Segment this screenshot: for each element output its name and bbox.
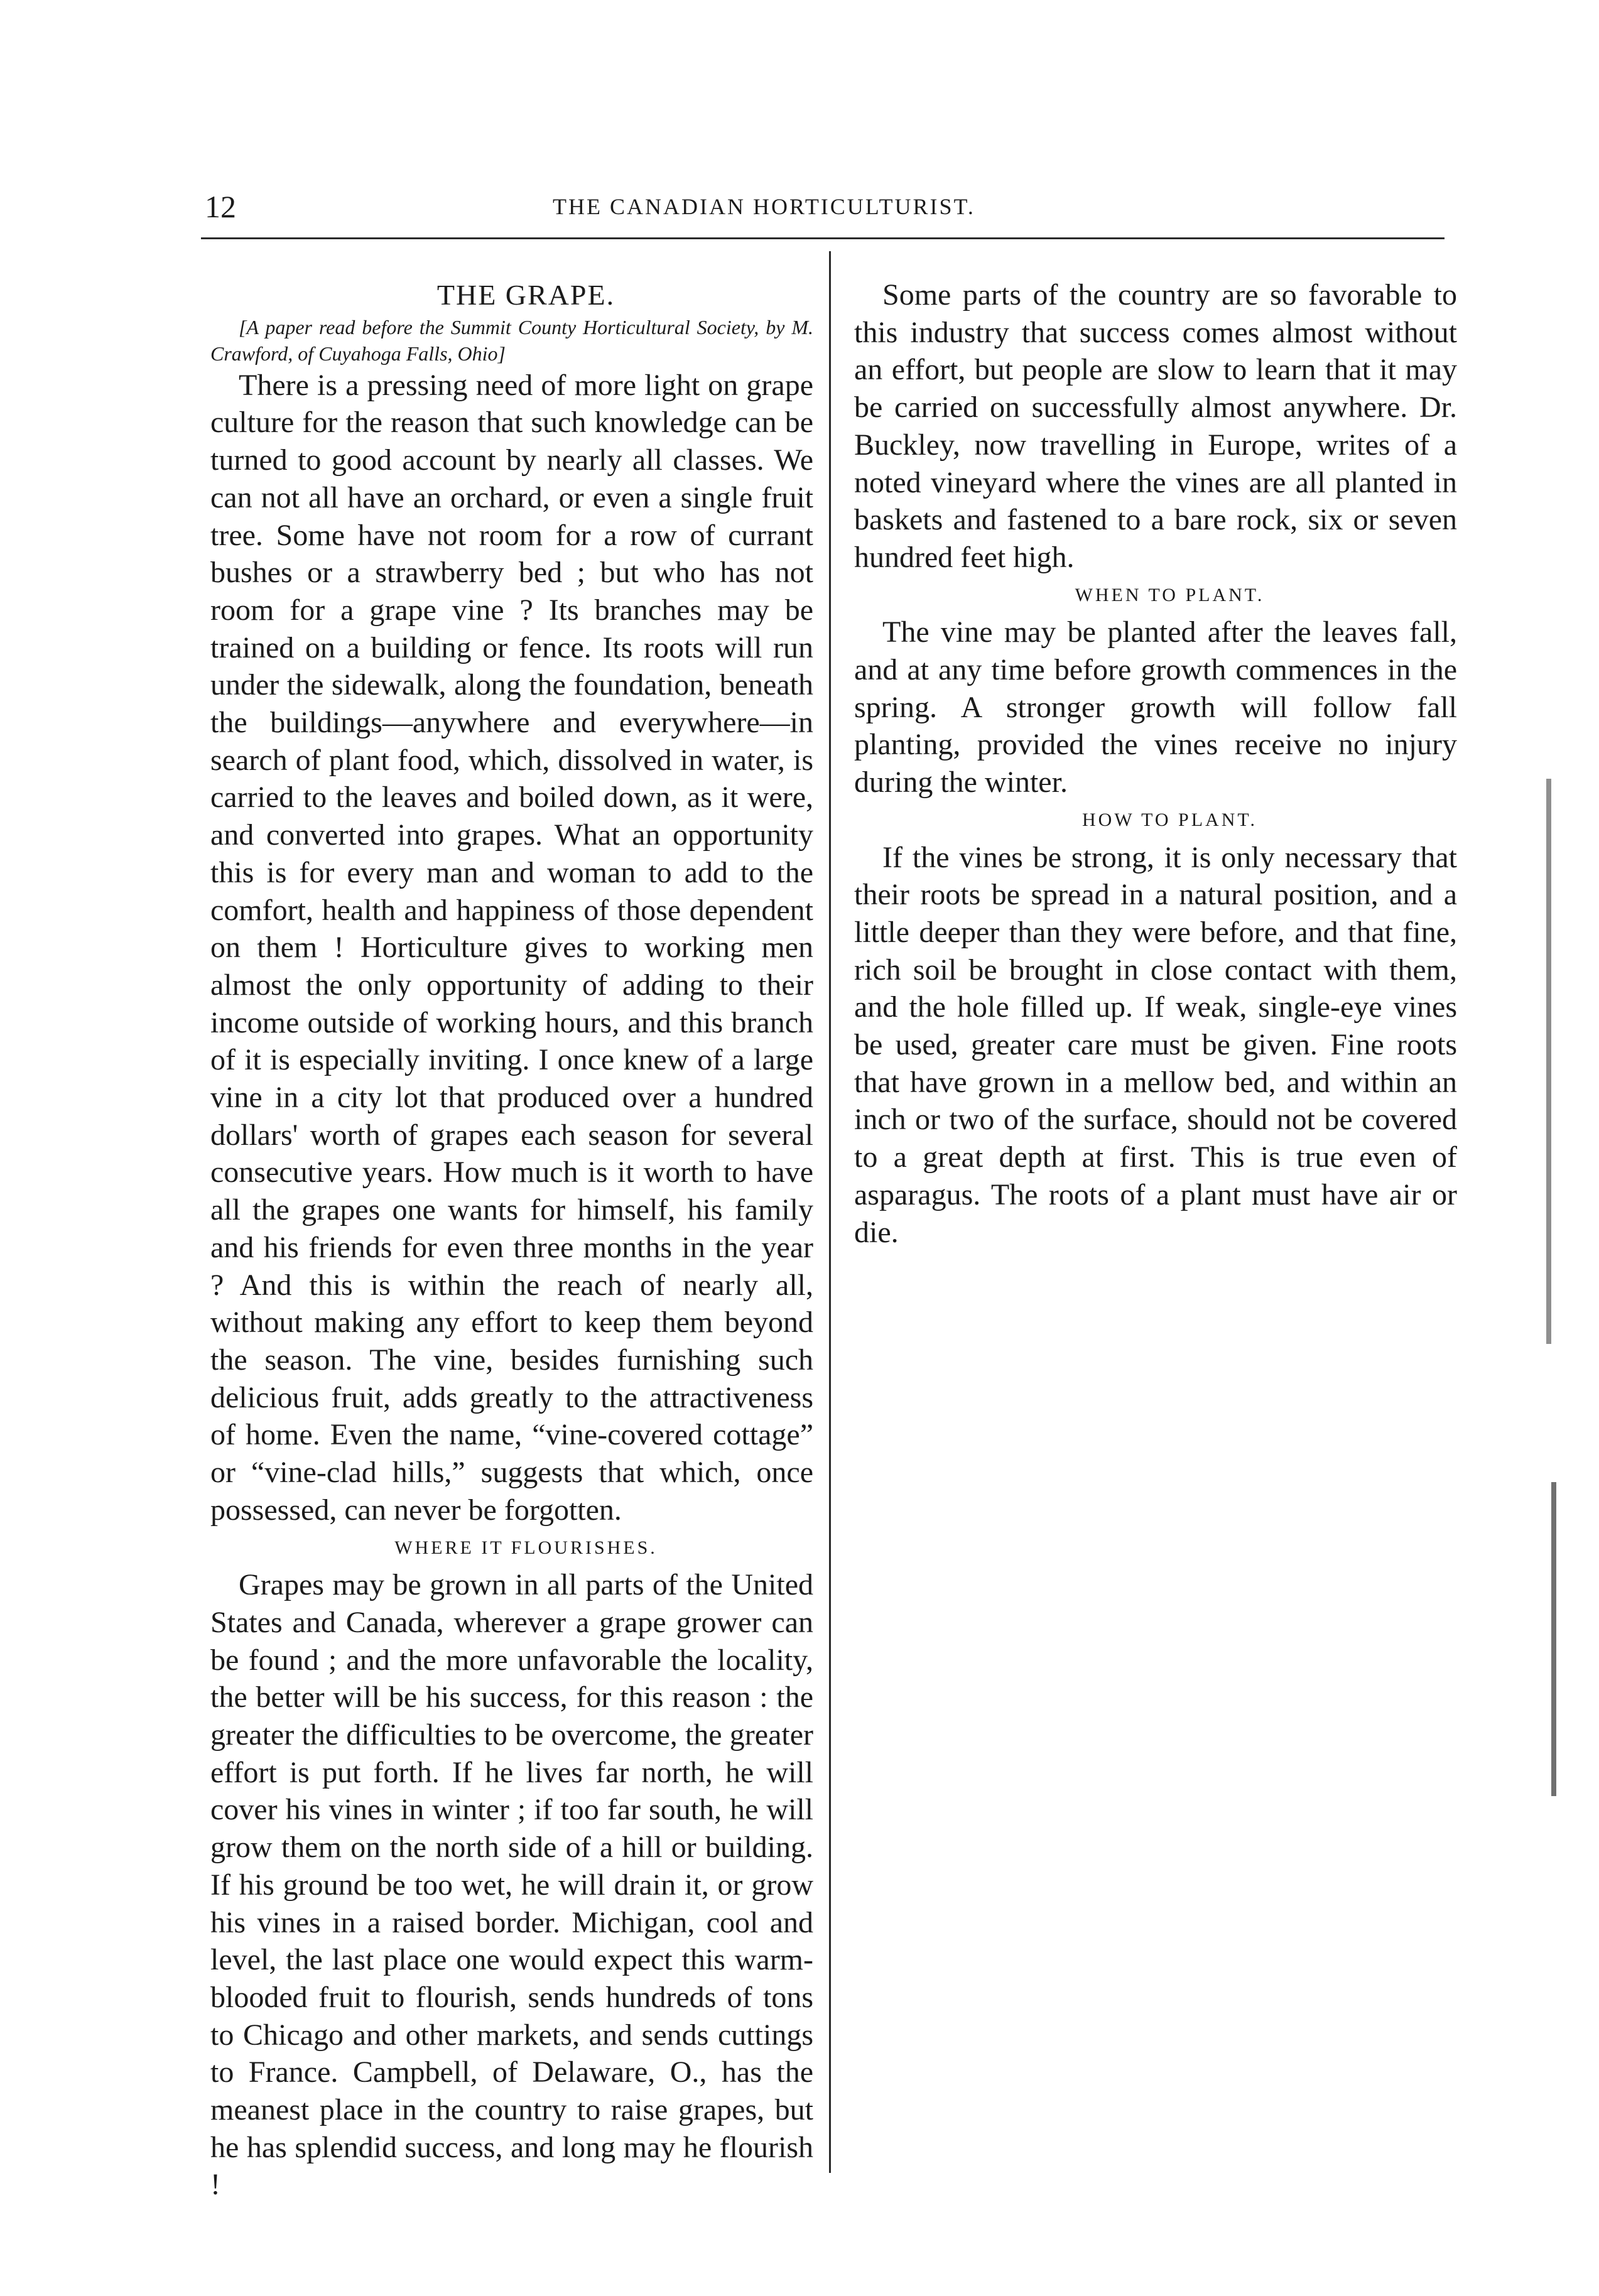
- column-divider: [829, 251, 831, 2173]
- scan-edge-mark: [1551, 1482, 1556, 1796]
- section3-paragraph-1: If the vines be strong, it is only necessary that their roots be spread in a natural position, and a little deeper than they were before, and that fine, rich soil be brought in close contact with them, and the hole filled up. If weak, single-eye vines be used, greater care must be given. Fine roots that have grown in a mellow bed, and within an inch or two of the surface, should not be covered to a great depth at first. This is true even of asparagus. The roots of a plant must have air or die.: [854, 840, 1457, 1249]
- section1-paragraph-1: Grapes may be grown in all parts of the United States and Canada, wherever a grape grower can be found ; and the more unfavorable the locality, the better will be his success, for this reason : the greater the difficulties to be overcome, the greater effort is put forth. If he lives far north, he will cover his vines in winter ; if too far south, he will grow them on the north side of a hill or building. If his ground be too wet, he will drain it, or grow his vines in a raised border. Michigan, cool and level, the last place one would expect this warm-blooded fruit to flourish, sends hundreds of tons to Chicago and other markets, and sends cuttings to France. Campbell, of Delaware, O., has the meanest place in the country to raise grapes, but he has splendid success, and long may he flourish !: [210, 1568, 813, 2202]
- section-heading-how-to-plant: HOW TO PLANT.: [1082, 809, 1257, 830]
- section2-paragraph-1: The vine may be planted after the leaves fall, and at any time before growth commences in the spring. A stronger growth will follow fall planting, provided the vines receive no injury during the winter.: [854, 615, 1457, 799]
- page-number: 12: [205, 189, 236, 224]
- article-title: THE GRAPE.: [436, 279, 615, 311]
- intro-paragraph: There is a pressing need of more light on grape culture for the reason that such knowledge can be turned to good account by nearly all classes. We can not all have an orchard, or even a single fruit tree. Some have not room for a row of currant bushes or a strawberry bed ; but who has not room for a grape vine ? Its branches may be trained on a building or fence. Its roots will run under the sidewalk, along the foundation, beneath the buildings—anywhere and everywhere—in search of plant food, which, dissolved in water, is carried to the leaves and boiled down, as it were, and converted into grapes. What an opportunity this is for every man and woman to add to the comfort, health and happiness of those dependent on them ! Horticulture gives to working men almost the only opportunity of adding to their income outside of working hours, and this branch of it is especially inviting. I once knew of a large vine in a city lot that produced over a hundred dollars' worth of grapes each season for several consecutive years. How much is it worth to have all the grapes one wants for himself, his family and his friends for even three months in the year ? And this is within the reach of nearly all, without making any effort to keep them beyond the season. The vine, besides furnishing such delicious fruit, adds greatly to the attractiveness of home. Even the name, “vine-covered cottage” or “vine-clad hills,” suggests that which, once possessed, can never be forgotten.: [210, 368, 813, 1527]
- running-head: THE CANADIAN HORTICULTURIST.: [553, 194, 975, 219]
- section1-paragraph-2: Some parts of the country are so favorable to this industry that success comes almost without an effort, but people are slow to learn that it may be carried on successfully almost anywhere. Dr. Buckley, now travelling in Europe, writes of a noted vineyard where the vines are all planted in baskets and fastened to a bare rock, six or seven hundred feet high.: [854, 278, 1457, 574]
- right-column: [854, 276, 1457, 1251]
- section-heading-when-to-plant: WHEN TO PLANT.: [1075, 584, 1265, 605]
- article-byline: [A paper read before the Summit County Horticultural Society, by M. Crawford, of Cuyahoga Falls, Ohio]: [210, 315, 813, 365]
- scan-edge-mark: [1546, 779, 1551, 1344]
- left-column: [210, 276, 813, 2204]
- section-heading-where-it-flourishes: WHERE IT FLOURISHES.: [394, 1537, 658, 1558]
- header-rule: [201, 237, 1445, 239]
